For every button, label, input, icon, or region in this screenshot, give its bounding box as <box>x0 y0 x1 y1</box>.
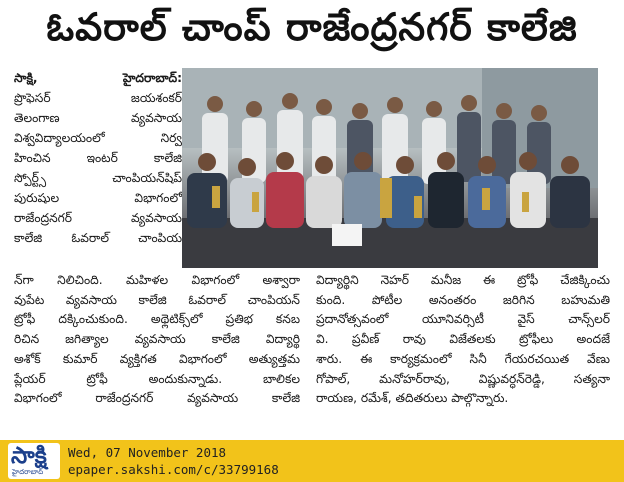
article-line: రిచిన జగిత్యాల వ్యవసాయ కాలేజి విద్యార్థి <box>14 332 300 347</box>
article-line: ప్రదానోత్సవంలో యూనివర్సిటీ వైస్ చాన్స్‌లర్ <box>316 312 610 327</box>
epaper-footer <box>0 440 624 482</box>
article-line: గోపాల్, మనోహర్‌రావు, విష్ణువర్ధన్‌రెడ్డి, సత్యనా <box>316 371 610 386</box>
article-line: విభాగంలో రాజేంద్రనగర్ వ్యవసాయ కాలేజి <box>14 391 300 406</box>
logo-edition: హైదరాబాద్ <box>12 468 44 476</box>
article-column-1 <box>14 271 300 409</box>
team-photo <box>182 68 598 268</box>
article-line: అశోక్ కుమార్ వ్యక్తిగత విభాగంలో అత్యుత్తమ <box>14 351 300 366</box>
intro-line: విశ్వవిద్యాలయంలో నిర్వ <box>14 131 182 145</box>
dateline: సాక్షి, హైదరాబాద్: <box>14 71 182 85</box>
publication-date: Wed, 07 November 2018 <box>68 445 227 460</box>
article-line: విద్యార్థిని నెహర్ మనీజ ఈ ట్రోఫీ చేజిక్కించు <box>316 273 610 287</box>
intro-line: హించిన ఇంటర్ కాలేజి <box>14 151 182 165</box>
intro-line: పురుషుల విభాగంలో <box>14 191 182 205</box>
epaper-link[interactable]: epaper.sakshi.com/c/33799168 <box>68 462 279 477</box>
article-line: ట్రోఫీ దక్కించుకుంది. అథ్లెటిక్స్‌లో ప్రతిభ కనబ <box>14 312 300 327</box>
article-line: ప్లేయర్ ట్రోఫీ అందుకున్నాడు. బాలికల <box>14 371 300 386</box>
logo-wordmark: సాక్షి <box>11 443 47 469</box>
intro-column <box>14 68 182 268</box>
article-line: వి. ప్రవీణ్ రావు విజేతలకు ట్రోఫీలు అందజే <box>316 332 610 347</box>
article-line: శారు. ఈ కార్యక్రమంలో సినీ గేయరచయిత వేణు <box>316 351 610 366</box>
article-line: రాయణ, రమేశ్, తదితరులు పాల్గొన్నారు. <box>316 391 509 406</box>
intro-line: కాలేజి ఓవరాల్ చాంపియ <box>14 231 182 245</box>
sakshi-logo[interactable] <box>8 443 60 479</box>
article-line: వుపేట వ్యవసాయ కాలేజి ఓవరాల్ చాంపియన్ <box>14 292 300 307</box>
article-body <box>14 271 610 436</box>
article-line: కుంది. పోటీల అనంతరం జరిగిన బహుమతి <box>316 292 610 307</box>
intro-line: ప్రొఫెసర్ జయశంకర్ <box>14 91 182 105</box>
article-column-2 <box>316 271 610 409</box>
article-line: న్‌గా నిలిచింది. మహిళల విభాగంలో అశ్వారా <box>14 273 300 287</box>
team-photo-illustration <box>182 68 598 268</box>
intro-line: రాజేంద్రనగర్ వ్యవసాయ <box>14 211 182 225</box>
intro-line: స్పోర్ట్స్ చాంపియన్‌షిప్ <box>14 171 182 185</box>
intro-line: తెలంగాణ వ్యవసాయ <box>14 111 182 125</box>
headline: ఓవరాల్ చాంప్ రాజేంద్రనగర్ కాలేజి <box>46 5 578 49</box>
